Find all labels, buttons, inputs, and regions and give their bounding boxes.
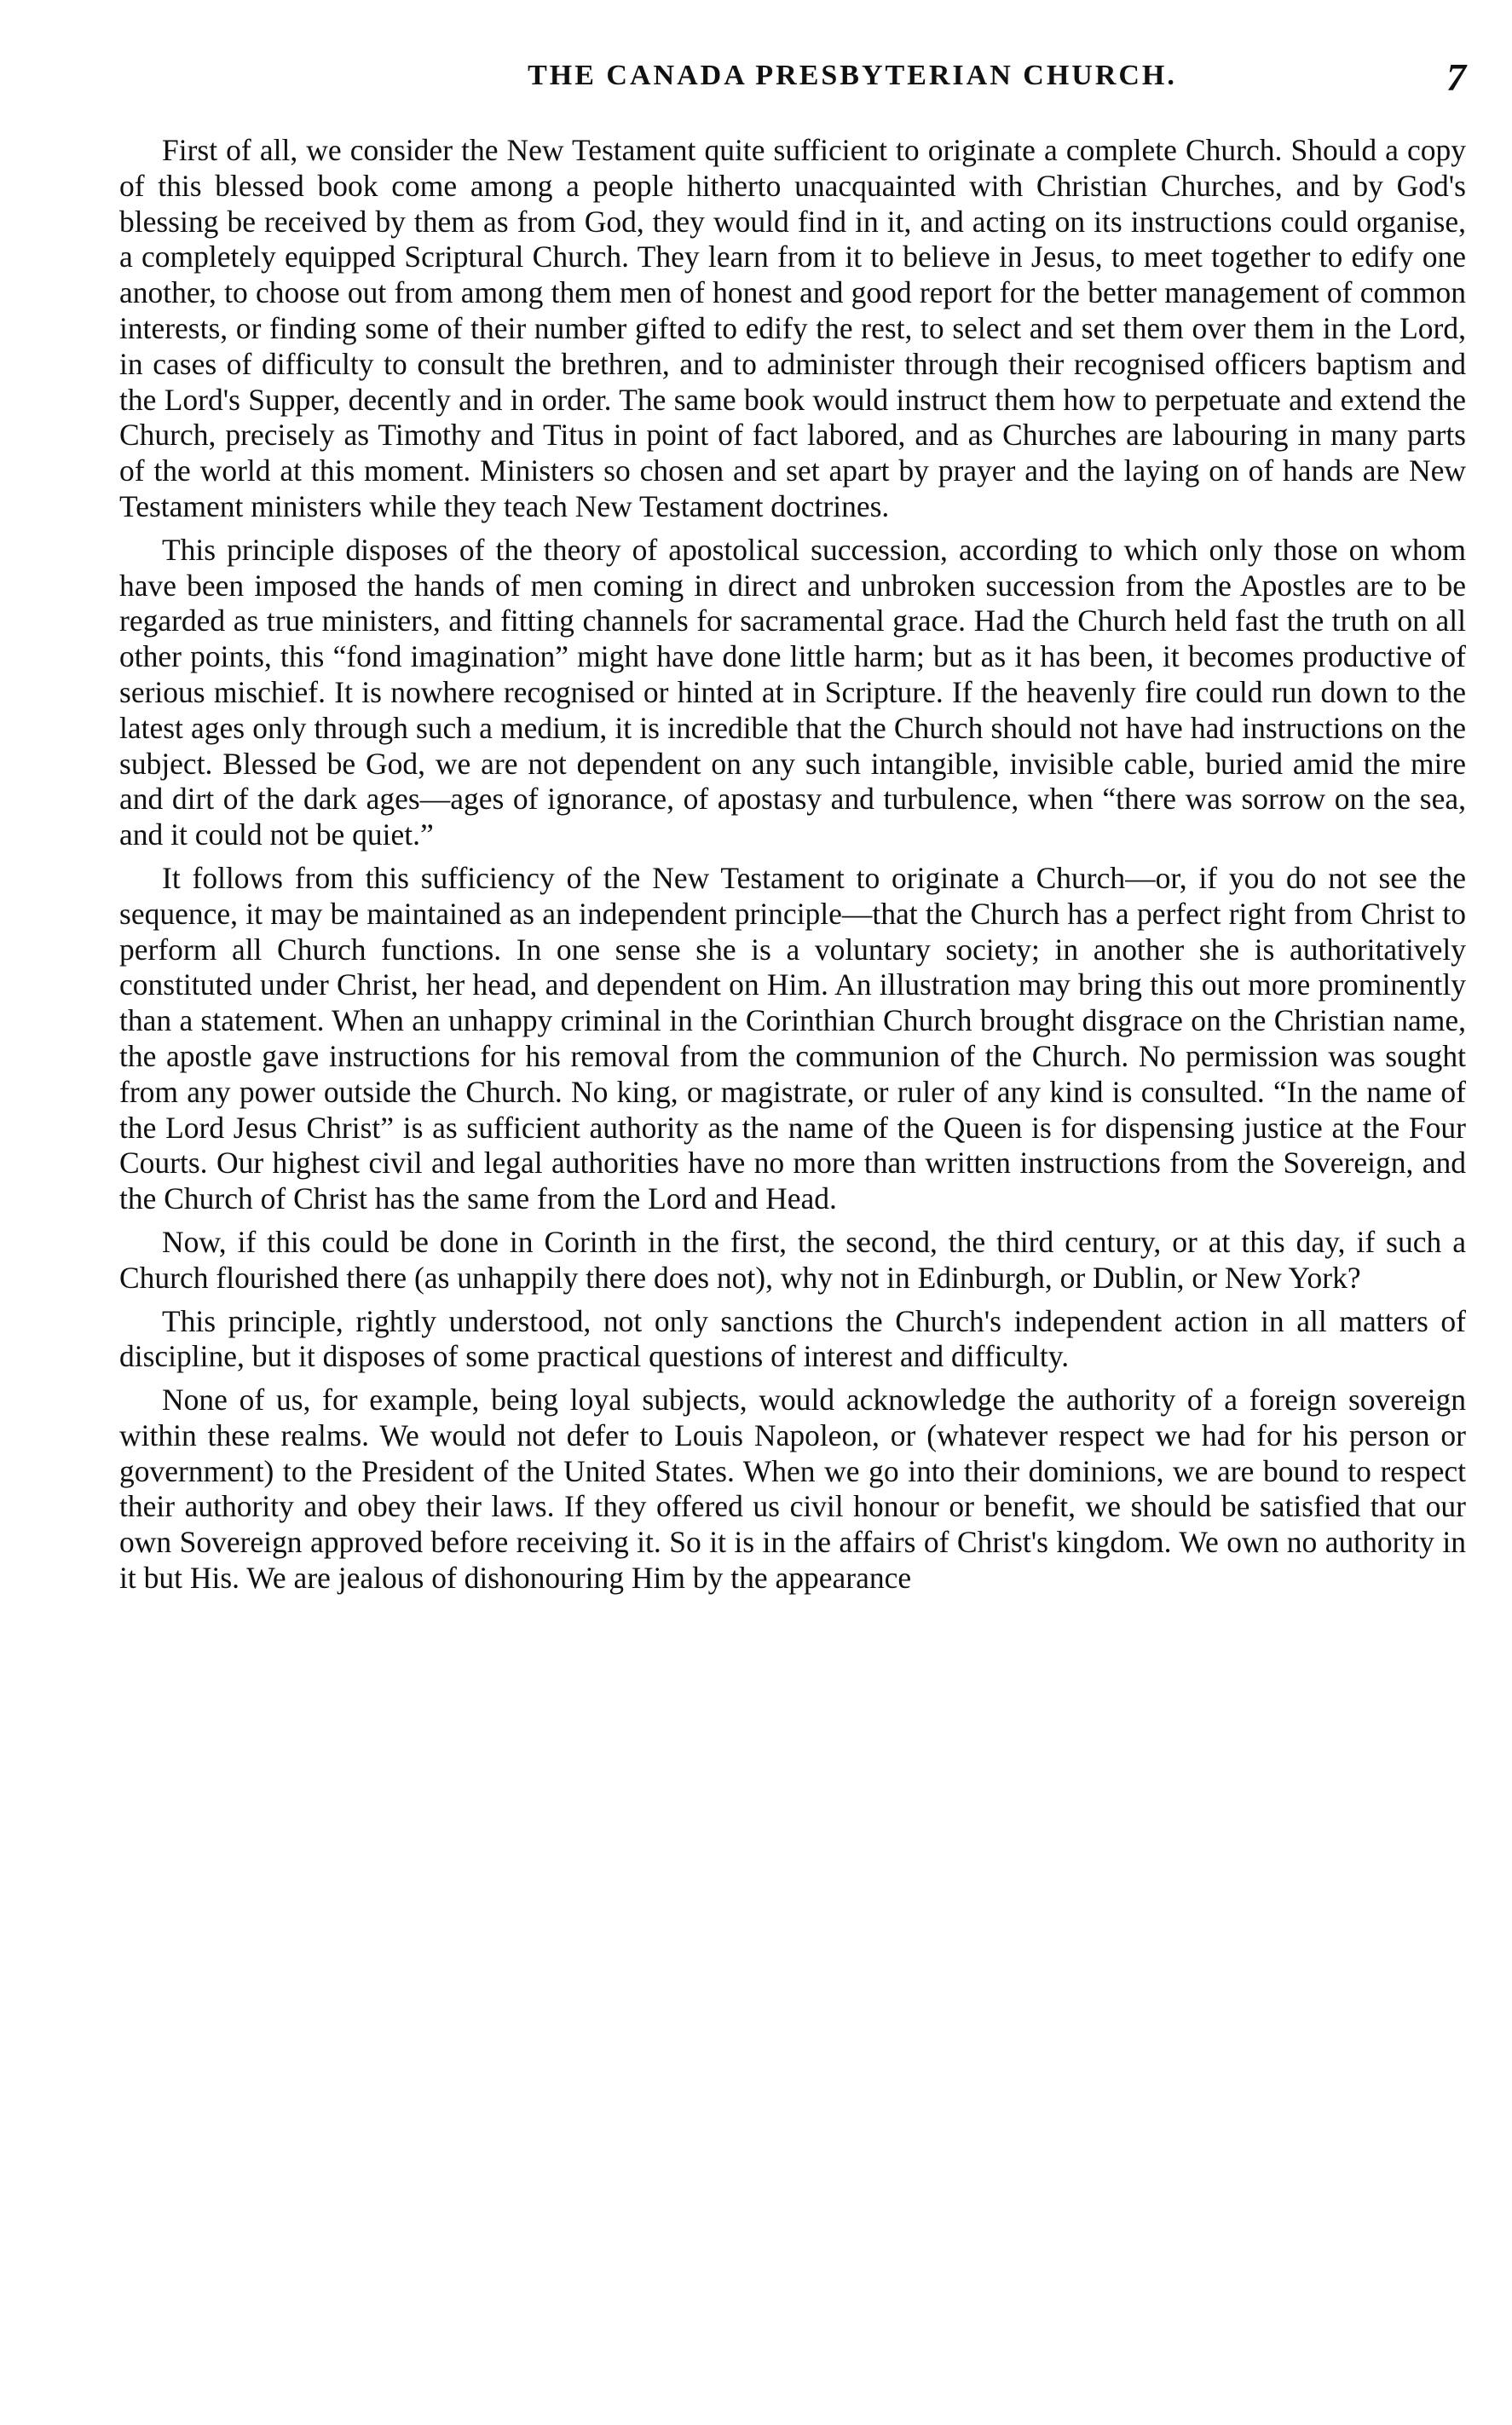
- paragraph-5: This principle, rightly understood, not only sanctions the Church's independent action in all matters of discipline, but it disposes of some practical questions of interest and difficulty.: [119, 1303, 1466, 1374]
- page-number: 7: [1446, 55, 1466, 99]
- paragraph-6: None of us, for example, being loyal subjects, would acknowledge the authority of a foreign sovereign within these realms. We would not defer to Louis Napoleon, or (whatever respect we had for his person or government) to the President of the United States. When we go into their dominions, we are bound to respect their authority and obey their laws. If they offered us civil honour or benefit, we should be satisfied that our own Sovereign approved before receiving it. So it is in the affairs of Christ's kingdom. We own no authority in it but His. We are jealous of dishonouring Him by the appearance: [119, 1383, 1466, 1596]
- body-text: [119, 133, 1466, 1596]
- paragraph-3: It follows from this sufficiency of the New Testament to originate a Church—or, if you do not see the sequence, it may be maintained as an independent principle—that the Church has a perfect right from Christ to perform all Church functions. In one sense she is a voluntary society; in another she is authoritatively constituted under Christ, her head, and dependent on Him. An illustration may bring this out more prominently than a statement. When an unhappy criminal in the Corinthian Church brought disgrace on the Christian name, the apostle gave instructions for his removal from the communion of the Church. No permission was sought from any power outside the Church. No king, or magistrate, or ruler of any kind is consulted. “In the name of the Lord Jesus Christ” is as sufficient authority as the name of the Queen is for dispensing justice at the Four Courts. Our highest civil and legal authorities have no more than written instructions from the Sovereign, and the Church of Christ has the same from the Lord and Head.: [119, 860, 1466, 1216]
- running-title: THE CANADA PRESBYTERIAN CHURCH.: [528, 60, 1177, 91]
- paragraph-4: Now, if this could be done in Corinth in the first, the second, the third century, or at this day, if such a Church flourished there (as unhappily there does not), why not in Edinburgh, or Dublin, or New York?: [119, 1224, 1466, 1295]
- document-page: [119, 55, 1466, 1596]
- paragraph-1: First of all, we consider the New Testament quite sufficient to originate a complete Church. Should a copy of this blessed book come among a people hitherto unacquainted with Christian Churches, and by God's blessing be received by them as from God, they would find in it, and acting on its instructions could organise, a completely equipped Scriptural Church. They learn from it to believe in Jesus, to meet together to edify one another, to choose out from among them men of honest and good report for the better management of common interests, or finding some of their number gifted to edify the rest, to select and set them over them in the Lord, in cases of difficulty to consult the brethren, and to administer through their recognised officers baptism and the Lord's Supper, decently and in order. The same book would instruct them how to perpetuate and extend the Church, precisely as Timothy and Titus in point of fact labored, and as Churches are labouring in many parts of the world at this moment. Ministers so chosen and set apart by prayer and the laying on of hands are New Testament ministers while they teach New Testament doctrines.: [119, 133, 1466, 523]
- running-header: [119, 55, 1466, 111]
- paragraph-2: This principle disposes of the theory of apostolical succession, according to which only those on whom have been imposed the hands of men coming in direct and unbroken succession from the Apostles are to be regarded as true ministers, and fitting channels for sacramental grace. Had the Church held fast the truth on all other points, this “fond imagination” might have done little harm; but as it has been, it becomes productive of serious mischief. It is nowhere recognised or hinted at in Scripture. If the heavenly fire could run down to the latest ages only through such a medium, it is incredible that the Church should not have had instructions on the subject. Blessed be God, we are not dependent on any such intangible, invisible cable, buried amid the mire and dirt of the dark ages—ages of ignorance, of apostasy and turbulence, when “there was sorrow on the sea, and it could not be quiet.”: [119, 532, 1466, 852]
